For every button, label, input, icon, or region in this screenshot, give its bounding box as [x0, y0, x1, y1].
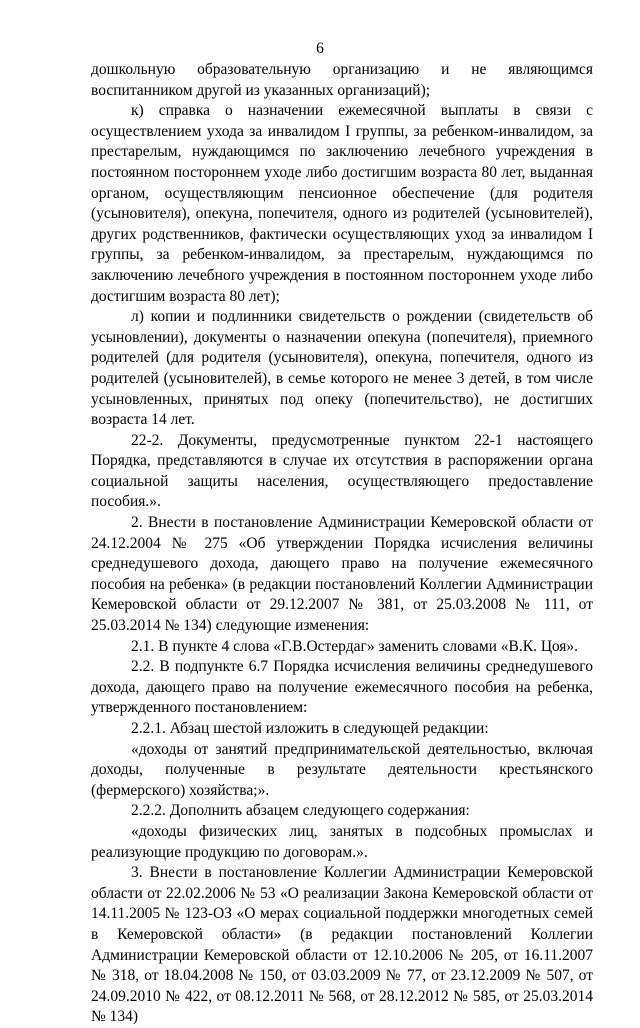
paragraph-22-2: 22-2. Документы, предусмотренные пунктом 22-1 настоящего Порядка, представляются в случае их отсутствия в распоряжении органа социальной защиты населения, осуществляющего предоставление пособия.». — [91, 431, 593, 511]
paragraph-quote-income-crafts: «доходы физических лиц, занятых в подсобных промыслах и реализующие продукцию по договорам.». — [91, 822, 593, 861]
document-body — [91, 60, 593, 1028]
paragraph-item-l: л) копии и подлинники свидетельств о рождении (свидетельств об усыновлении), документы о назначении опекуна (попечителя), приемного родителей (для родителя (усыновителя), опекуна, попечителя, одного из родителей (усыновителей), в семье которого не менее 3 детей, в том числе усыновленных, принятых под опеку (попечительство), не достигших возраста 14 лет. — [91, 308, 593, 429]
paragraph-2-2-1: 2.2.1. Абзац шестой изложить в следующей редакции: — [131, 720, 489, 737]
paragraph-2-1: 2.1. В пункте 4 слова «Г.В.Остердаг» заменить словами «В.К. Цоя». — [131, 637, 579, 655]
page-number: 6 — [316, 40, 324, 57]
paragraph-item-k: к) справка о назначении ежемесячной выплаты в связи с осуществлением ухода за инвалидом I группы, за ребенком-инвалидом, за престарелым, нуждающимся по заключению лечебного учреждения в постоянном постороннем уходе либо достигшим возраста 80 лет, выданная органом, осуществляющим пенсионное обеспечение (для родителя (усыновителя), опекуна, попечителя, одного из родителей (усыновителей), других родственников, фактически осуществляющих уход за инвалидом I группы, за ребенком-инвалидом, за престарелым, нуждающимся по заключению лечебного учреждения в постоянном постороннем уходе либо достигшим возраста 80 лет); — [91, 102, 593, 305]
paragraph-continuation: дошкольную образовательную организацию и не являющимся воспитанником другой из указанных организаций); — [91, 61, 593, 99]
paragraph-2-2: 2.2. В подпункте 6.7 Порядка исчисления величины среднедушевого дохода, дающего право на получение ежемесячного пособия на ребенка, утвержденного постановлением: — [91, 658, 593, 717]
paragraph-2-2-2: 2.2.2. Дополнить абзацем следующего содержания: — [131, 802, 470, 820]
paragraph-quote-income-business: «доходы от занятий предпринимательской деятельностью, включая доходы, полученные в результате деятельности крестьянского (фермерского) хозяйства;». — [91, 740, 593, 799]
paragraph-section-2: 2. Внести в постановление Администрации Кемеровской области от 24.12.2004 № 275 «Об утверждении Порядка исчисления величины среднедушевого дохода, дающего право на получение ежемесячного пособия на ребенка» (в редакции постановлений Коллегии Администрации Кемеровской области от 29.12.2007 № 381, от 25.03.2008 № 111, от 25.03.2014 № 134) следующие изменения: — [91, 514, 593, 635]
paragraph-section-3: 3. Внести в постановление Коллегии Администрации Кемеровской области от 22.02.2006 № 53 «О реализации Закона Кемеровской области от 14.11.2005 № 123-ОЗ «О мерах социальной поддержки многодетных семей в Кемеровской области» (в редакции постановлений Коллегии Администрации Кемеровской области от 12.10.2006 № 205, от 16.11.2007 № 318, от 18.04.2008 № 150, от 03.03.2009 № 77, от 23.12.2009 № 507, от 24.09.2010 № 422, от 08.12.2011 № 568, от 28.12.2012 № 585, от 25.03.2014 № 134) — [91, 864, 593, 1026]
